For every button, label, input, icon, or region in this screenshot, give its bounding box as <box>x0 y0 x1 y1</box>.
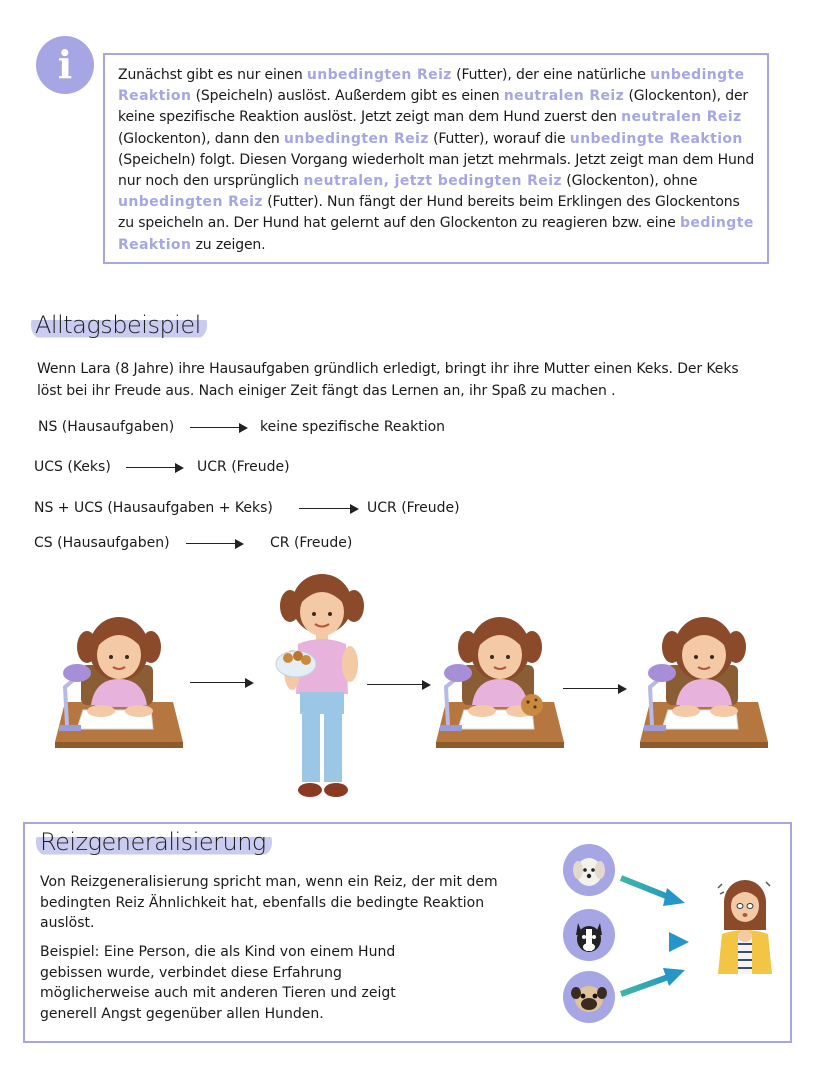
highlighted-term: bedingte Reaktion <box>118 215 754 253</box>
info-text-segment: (Glockenton), der keine spezifische Reaktion auslöst. Jetzt zeigt man dem Hund zuerst den <box>118 88 749 126</box>
girl-at-desk-image-2 <box>640 617 768 748</box>
example-paragraph: Wenn Lara (8 Jahre) ihre Hausaufgaben gründlich erledigt, bringt ihr ihre Mutter einen Keks. Der Keks löst bei ihr Freude aus. Nach einiger Zeit fängt das Lernen an, ihr Spaß zu machen . <box>37 361 739 399</box>
girl-at-desk-image-1 <box>55 617 183 748</box>
arrow-icon <box>190 682 252 683</box>
scheme-stimulus: NS + UCS (Hausaufgaben + Keks) <box>34 500 273 516</box>
info-text <box>118 65 755 256</box>
pug-icon <box>563 971 615 1023</box>
scheme-response: CR (Freude) <box>270 535 353 551</box>
arrow-icon <box>563 688 625 689</box>
arrow-icon <box>126 467 182 468</box>
info-text-segment: (Speicheln) folgt. Diesen Vorgang wiederholt man jetzt mehrmals. Jetzt zeigt man dem Hund nur noch den ursprünglich <box>118 151 755 190</box>
info-text-segment: (Futter). Nun fängt der Hund bereits beim Erklingen des Glockentons zu speicheln an. Der Hund hat gelernt auf den Glockenton zu reagieren bzw. eine <box>118 194 740 232</box>
scheme-response: keine spezifische Reaktion <box>260 419 446 435</box>
scheme-response: UCR (Freude) <box>197 459 290 475</box>
scheme-response: UCR (Freude) <box>367 500 460 516</box>
info-text-segment: (Futter), der eine natürliche <box>451 67 651 83</box>
generalization-definition: Von Reizgeneralisierung spricht man, wenn ein Reiz, der mit dem bedingten Reiz Ähnlichkeit hat, ebenfalls die bedingte Reaktion auslöst. <box>40 874 498 931</box>
teal-arrow-icon <box>621 968 685 994</box>
arrow-icon <box>186 543 242 544</box>
arrow-icon <box>299 508 357 509</box>
scheme-stimulus: NS (Hausaufgaben) <box>38 419 175 435</box>
highlighted-term: neutralen, jetzt bedingten Reiz <box>303 173 562 190</box>
highlighted-term: unbedingten Reiz <box>283 130 429 147</box>
scheme-row <box>38 418 498 436</box>
info-text-segment: zu zeigen. <box>191 236 266 253</box>
girl-at-desk-with-cookie-image <box>436 617 564 748</box>
illustration-sequence <box>0 560 828 810</box>
info-box <box>103 53 769 264</box>
highlighted-term: unbedingte Reaktion <box>569 130 743 147</box>
arrow-icon <box>190 427 246 428</box>
highlighted-term: neutralen Reiz <box>503 88 625 105</box>
section-heading-alltagsbeispiel: Alltagsbeispiel <box>31 310 207 340</box>
info-text-segment: (Futter), worauf die <box>428 130 570 147</box>
info-text-segment: (Speicheln) auslöst. Außerdem gibt es einen <box>191 88 504 105</box>
girl-with-cookie-bowl-image <box>276 574 364 797</box>
scheme-row <box>34 499 494 517</box>
info-text-segment: (Glockenton), ohne <box>561 173 698 190</box>
boston-terrier-icon <box>563 909 615 961</box>
teal-arrow-icon <box>621 932 689 952</box>
teal-arrow-icon <box>621 878 685 906</box>
section-heading-reizgeneralisierung: Reizgeneralisierung <box>36 827 272 857</box>
info-text-segment: (Glockenton), dann den <box>118 130 284 147</box>
maltese-dog-icon <box>563 844 615 896</box>
highlighted-term: neutralen Reiz <box>621 109 742 126</box>
generalization-example: Beispiel: Eine Person, die als Kind von einem Hund gebissen wurde, verbindet diese Erfahrung möglicherweise auch mit anderen Tieren und zeigt generell Angst gegenüber allen Hunden. <box>40 944 396 1022</box>
highlighted-term: unbedingten Reiz <box>118 194 263 211</box>
arrow-icon <box>367 684 429 685</box>
scheme-row <box>34 458 494 476</box>
info-icon: i <box>36 36 94 94</box>
generalization-arrows <box>615 870 705 1000</box>
scared-woman-icon <box>712 878 778 974</box>
scheme-row <box>34 534 494 552</box>
highlighted-term: unbedingte Reaktion <box>118 67 745 105</box>
info-text-segment: Zunächst gibt es nur einen <box>118 67 307 83</box>
highlighted-term: unbedingten Reiz <box>306 67 452 83</box>
scheme-stimulus: CS (Hausaufgaben) <box>34 535 170 551</box>
scheme-stimulus: UCS (Keks) <box>34 459 111 475</box>
